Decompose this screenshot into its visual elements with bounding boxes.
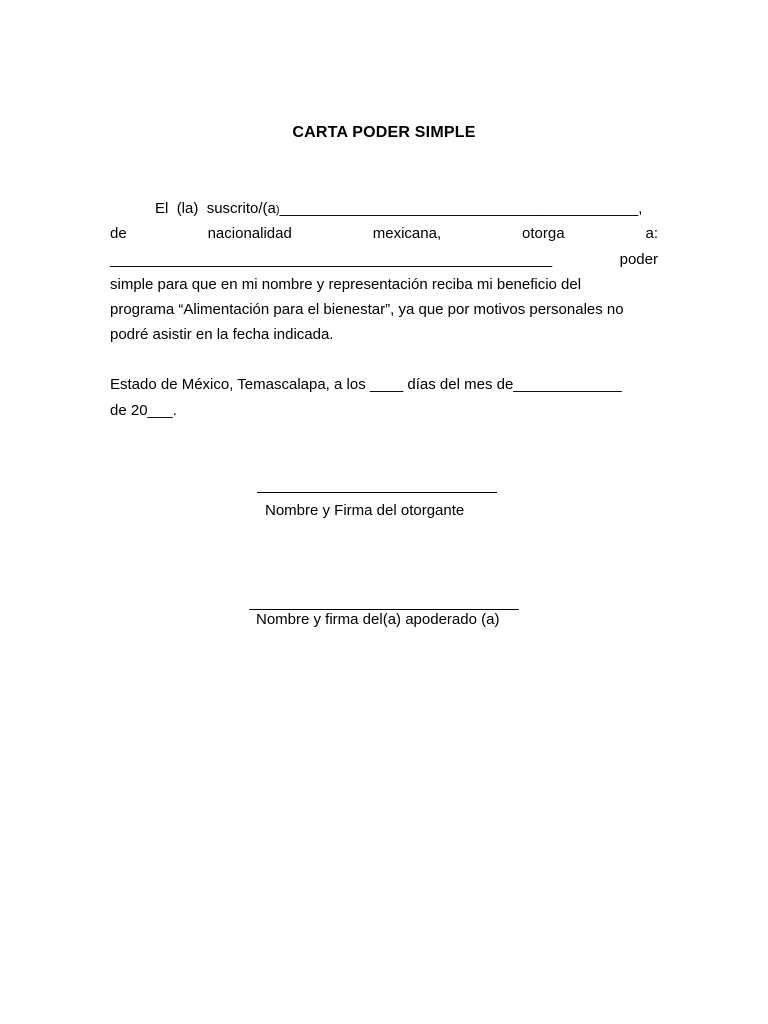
- body-line-4: [110, 275, 658, 295]
- body-word: nacionalidad: [207, 225, 292, 242]
- grantor-signature-line: [257, 492, 497, 493]
- grantor-signature-label: Nombre y Firma del otorgante: [265, 502, 465, 519]
- body-line-6: [110, 325, 658, 345]
- body-word: otorga: [522, 225, 565, 242]
- body-line-1: [110, 199, 658, 219]
- place-date-text: Estado de México, Temascalapa, a los ____ días del mes de_____________: [110, 376, 622, 393]
- body-line-3: [110, 250, 658, 270]
- body-word: a:: [645, 225, 658, 242]
- place-date-text: de 20___.: [110, 402, 177, 419]
- body-line-2: [110, 224, 658, 244]
- body-word: ,: [638, 200, 643, 217]
- body-word: poder: [619, 251, 658, 268]
- attorney-signature-line: [249, 609, 519, 610]
- body-text: simple para que en mi nombre y representación reciba mi beneficio del: [110, 276, 582, 293]
- fill-blank-grantor-name: ___________________________________________: [279, 200, 639, 217]
- fill-blank-attorney-name: _____________________________________________________: [110, 251, 553, 268]
- body-word: de: [110, 225, 127, 242]
- body-word: mexicana,: [372, 225, 442, 242]
- document-title: CARTA PODER SIMPLE: [292, 124, 476, 141]
- body-text: programa “Alimentación para el bienestar”, ya que por motivos personales no: [110, 301, 624, 318]
- body-word: (la): [176, 200, 199, 217]
- attorney-signature-label: Nombre y firma del(a) apoderado (a): [256, 611, 500, 628]
- body-text: podré asistir en la fecha indicada.: [110, 326, 334, 343]
- body-word: El: [155, 200, 169, 217]
- place-date-line-1: [110, 375, 658, 395]
- body-word-small: ): [275, 204, 280, 216]
- body-line-5: [110, 300, 658, 320]
- body-word: suscrito/(a: [206, 200, 276, 217]
- place-date-line-2: [110, 401, 658, 421]
